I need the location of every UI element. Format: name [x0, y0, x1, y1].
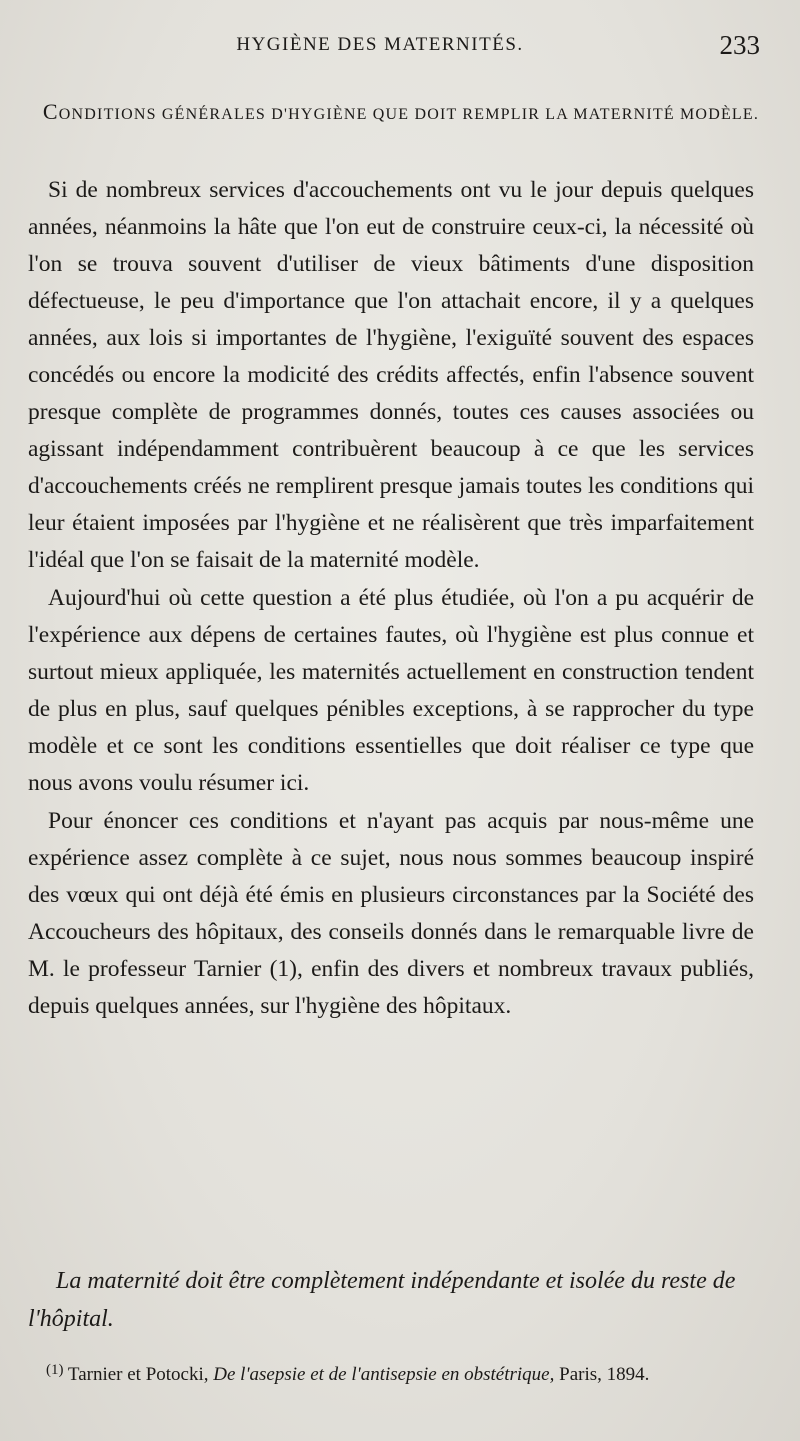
paragraph: Aujourd'hui où cette question a été plus étudiée, où l'on a pu acquérir de l'expérience aux dépens de certaines fautes, où l'hygiène est plus connue et surtout mieux appliquée, les maternités actuellement en construction tendent de plus en plus, sauf quelques pénibles exceptions, à se rapprocher du type modèle et ce sont les conditions essentielles que doit réaliser ce type que nous avons voulu résumer ici. [28, 585, 754, 796]
paragraph: Pour énoncer ces conditions et n'ayant pas acquis par nous-même une expérience assez complète à ce sujet, nous nous sommes beaucoup inspiré des vœux qui ont déjà été émis en plusieurs circonstances par la Société des Accoucheurs des hôpitaux, des conseils donnés dans le remarquable livre de M. le professeur Tarnier (1), enfin des divers et nombreux travaux publiés, depuis quelques années, sur l'hygiène des hôpitaux. [28, 808, 754, 1019]
footnote-authors: Tarnier et Potocki, [67, 1364, 209, 1385]
page-number: 233 [719, 30, 760, 60]
section-title [36, 97, 766, 130]
paragraph: Si de nombreux services d'accouchements ont vu le jour depuis quelques années, néanmoins la hâte que l'on eut de construire ceux-ci, la nécessité où l'on se trouva souvent d'utiliser de vieux bâtiments d'une disposition défectueuse, le peu d'importance que l'on attachait encore, il y a quelques années, aux lois si importantes de l'hygiène, l'exiguïté souvent des espaces concédés ou encore la modicité des crédits affectés, enfin l'absence souvent presque complète de programmes donnés, toutes ces causes associées ou agissant indépendamment contribuèrent beaucoup à ce que les services d'accouchements créés ne remplirent presque jamais toutes les conditions qui leur étaient imposées par l'hygiène et ne réalisèrent que très imparfaitement l'idéal que l'on se faisait de la maternité modèle. [28, 177, 754, 573]
body-text [28, 172, 754, 1026]
section-title-text: ONDITIONS GÉNÉRALES D'HYGIÈNE QUE DOIT REMPLIR LA MATERNITÉ MODÈLE. [58, 106, 760, 123]
running-title: HYGIÈNE DES MATERNITÉS. [236, 34, 524, 55]
italic-principle: La maternité doit être complètement indépendante et isolée du reste de l'hôpital. [28, 1268, 736, 1332]
footnote-place-date: Paris, 1894. [559, 1364, 650, 1385]
footnote-marker: (1) [46, 1362, 64, 1378]
page-header [0, 30, 800, 70]
section-title-initial: C [42, 99, 59, 124]
footnote [28, 1357, 758, 1388]
footnote-title: De l'asepsie et de l'antisepsie en obstétrique, [213, 1364, 555, 1385]
